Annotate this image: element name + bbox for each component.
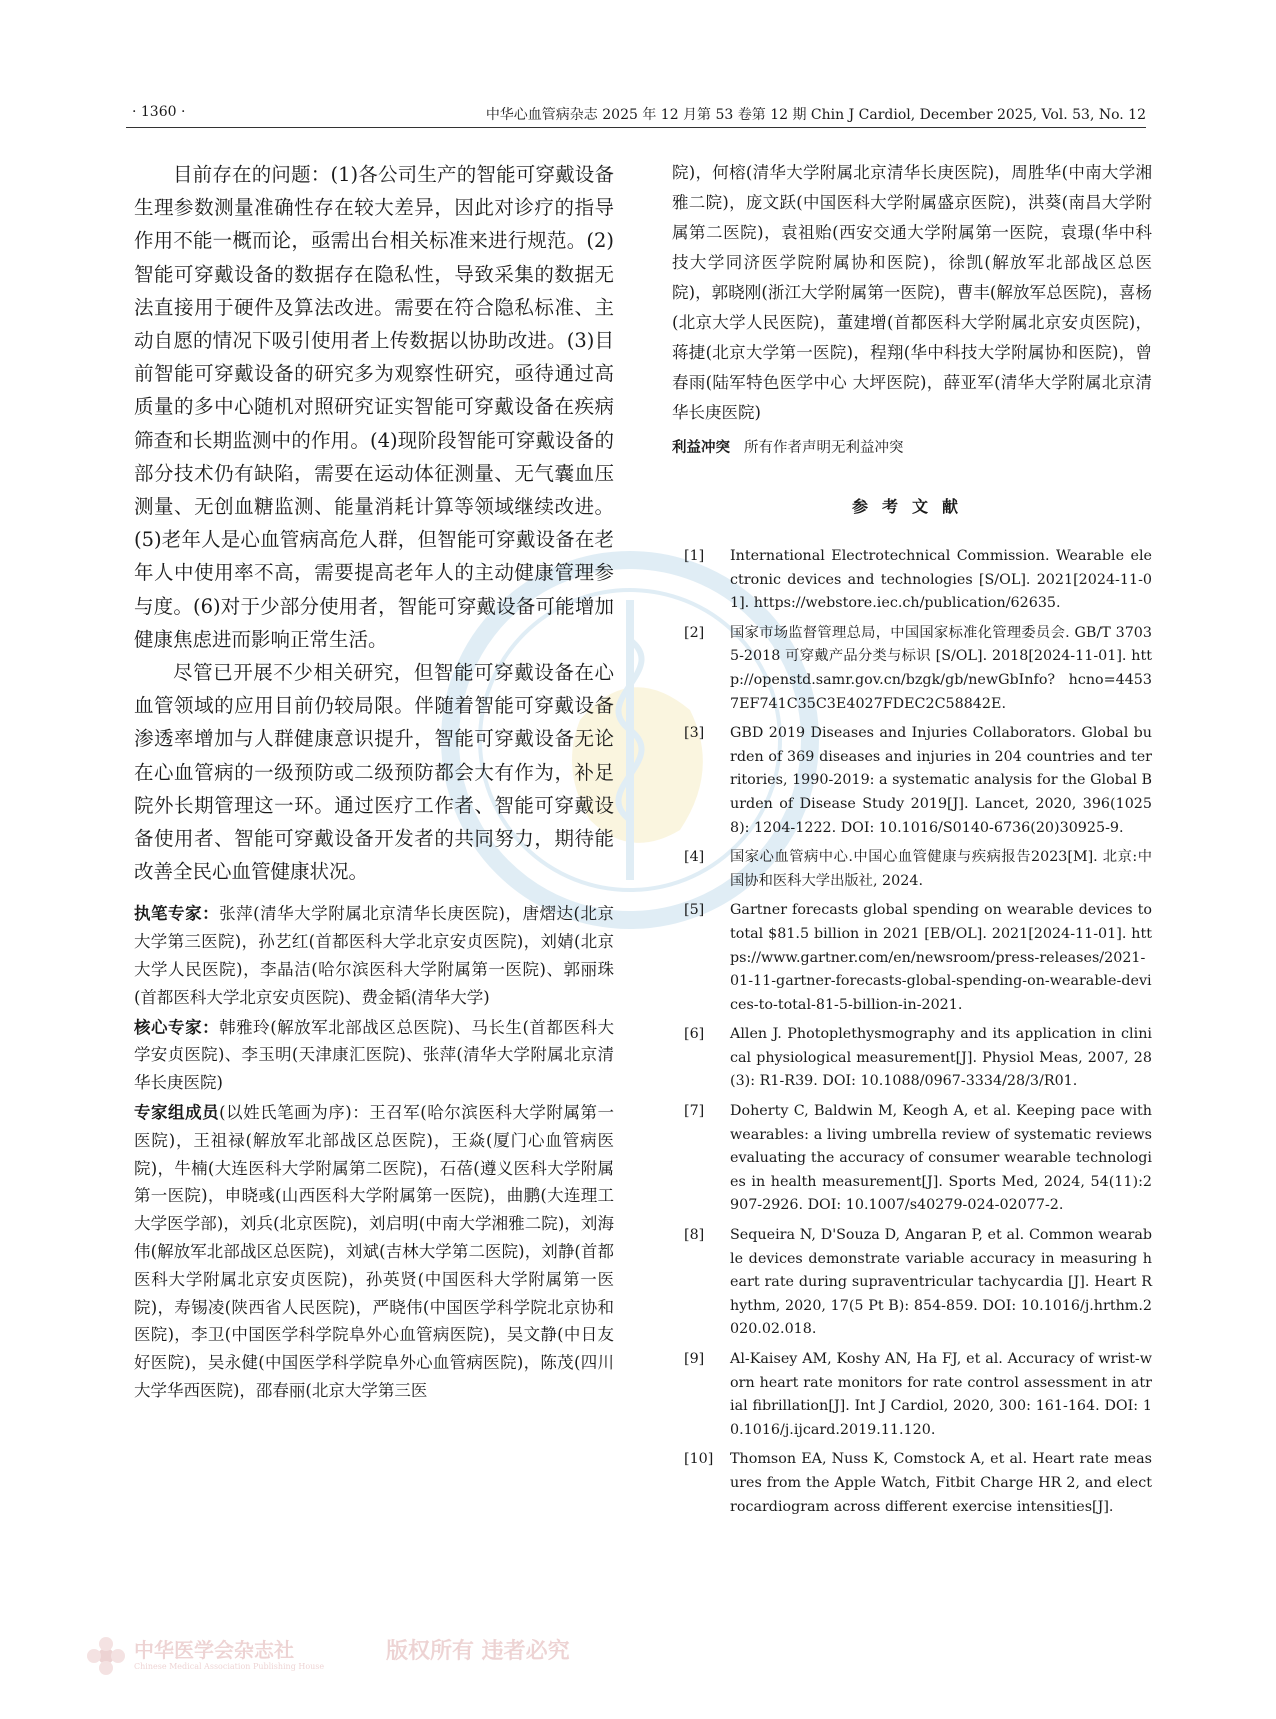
- flower-logo-icon: [86, 1636, 126, 1676]
- references-title: 参考文献: [851, 497, 972, 516]
- reference-item: [672, 622, 1152, 716]
- writing-experts-label: 执笔专家：: [134, 904, 220, 924]
- reference-item: [672, 899, 1152, 1017]
- publisher-name-cn: 中华医学会杂志社: [134, 1638, 294, 1662]
- coi-label: 利益冲突: [672, 440, 730, 456]
- copyright-notice: 版权所有 违者必究: [386, 1638, 570, 1664]
- reference-item: [672, 1448, 1152, 1519]
- reference-text: International Electrotechnical Commission. Wearable electronic devices and technologies [S/OL]. 2021[2024-11-01]. https://webstore.iec.ch/publication/62635.: [730, 548, 1152, 612]
- reference-text: Al-Kaisey AM, Koshy AN, Ha FJ, et al. Accuracy of wrist-worn heart rate monitors for rate control assessment in atrial fibrillation[J]. Int J Cardiol, 2020, 300: 161-164. DOI: 10.1016/j.ijcard.2019.11.120.: [730, 1351, 1152, 1438]
- reference-list: [672, 545, 1152, 1519]
- reference-text: GBD 2019 Diseases and Injuries Collaborators. Global burden of 369 diseases and injuries in 204 countries and territories, 1990-2019: a systematic analysis for the Global Burden of Disease Study 2019[J]. Lancet, 2020, 396(10258): 1204-1222. DOI: 10.1016/S0140-6736(20)30925-9.: [730, 725, 1152, 836]
- body-paragraph: 目前存在的问题：(1)各公司生产的智能可穿戴设备生理参数测量准确性存在较大差异，因此对诊疗的指导作用不能一概而论，亟需出台相关标准来进行规范。(2)智能可穿戴设备的数据存在隐私性，导致采集的数据无法直接用于硬件及算法改进。需要在符合隐私标准、主动自愿的情况下吸引使用者上传数据以协助改进。(3)目前智能可穿戴设备的研究多为观察性研究，亟待通过高质量的多中心随机对照研究证实智能可穿戴设备在疾病筛查和长期监测中的作用。(4)现阶段智能可穿戴设备的部分技术仍有缺陷，需要在运动体征测量、无气囊血压测量、无创血糖监测、能量消耗计算等领域继续改进。(5)老年人是心血管病高危人群，但智能可穿戴设备在老年人中使用率不高，需要提高老年人的主动健康管理参与度。(6)对于少部分使用者，智能可穿戴设备可能增加健康焦虑进而影响正常生活。: [134, 163, 614, 651]
- reference-number: [8]: [684, 1227, 705, 1244]
- reference-text: 国家心血管病中心.中国心血管健康与疾病报告2023[M]. 北京:中国协和医科大学出版社, 2024.: [730, 849, 1152, 889]
- reference-text: Allen J. Photoplethysmography and its application in clinical physiological measurement[J]. Physiol Meas, 2007, 28(3): R1-R39. DOI: 10.1088/0967-3334/28/3/R01.: [730, 1026, 1152, 1090]
- reference-number: [2]: [684, 624, 705, 641]
- reference-number: [3]: [684, 725, 705, 742]
- expert-credits: [134, 900, 614, 1404]
- reference-text: Thomson EA, Nuss K, Comstock A, et al. Heart rate measures from the Apple Watch, Fitbit Charge HR 2, and electrocardiogram across different exercise intensities[J].: [730, 1451, 1152, 1515]
- panel-members-continued: 院)，何榕(清华大学附属北京清华长庚医院)，周胜华(中南大学湘雅二院)，庞文跃(中国医科大学附属盛京医院)，洪葵(南昌大学附属第二医院)，袁祖贻(西安交通大学附属第一医院，袁璟(华中科技大学同济医学院附属协和医院)，徐凯(解放军北部战区总医院)，郭晓刚(浙江大学附属第一医院)，曹丰(解放军总医院)，喜杨(北京大学人民医院)，董建增(首都医科大学附属北京安贞医院)，蒋捷(北京大学第一医院)，程翔(华中科技大学附属协和医院)，曾春雨(陆军特色医学中心 大坪医院)，薛亚军(清华大学附属北京清华长庚医院): [672, 163, 1152, 422]
- reference-item: [672, 545, 1152, 616]
- writing-experts: [134, 900, 614, 1011]
- conflict-of-interest: [672, 436, 1152, 460]
- reference-item: [672, 1100, 1152, 1218]
- page-header: [126, 96, 1146, 136]
- publisher-name-en: Chinese Medical Association Publishing House: [134, 1662, 325, 1671]
- journal-citation: 中华心血管病杂志 2025 年 12 月第 53 卷第 12 期 Chin J Cardiol, December 2025, Vol. 53, No. 12: [485, 107, 1146, 123]
- panel-members: [134, 1099, 614, 1405]
- reference-number: [6]: [684, 1026, 705, 1043]
- page-number: · 1360 ·: [132, 104, 186, 120]
- reference-text: Doherty C, Baldwin M, Keogh A, et al. Keeping pace with wearables: a living umbrella review of systematic reviews evaluating the accuracy of consumer wearable technologies in health measurement[J]. Sports Med, 2024, 54(11):2907-2926. DOI: 10.1007/s40279-024-02077-2.: [730, 1103, 1152, 1214]
- reference-number: [4]: [684, 849, 705, 866]
- reference-item: [672, 722, 1152, 840]
- reference-item: [672, 1224, 1152, 1342]
- reference-number: [10]: [684, 1451, 714, 1468]
- publisher-watermark: [86, 1632, 606, 1682]
- reference-number: [7]: [684, 1103, 705, 1120]
- core-experts: [134, 1014, 614, 1097]
- core-experts-label: 核心专家：: [134, 1017, 220, 1037]
- body-paragraph: 尽管已开展不少相关研究，但智能可穿戴设备在心血管领域的应用目前仍较局限。伴随着智能可穿戴设备渗透率增加与人群健康意识提升，智能可穿戴设备无论在心血管病的一级预防或二级预防都会大有作为，补足院外长期管理这一环。通过医疗工作者、智能可穿戴设备使用者、智能可穿戴设备开发者的共同努力，期待能改善全民心血管健康状况。: [134, 661, 614, 884]
- reference-text: Gartner forecasts global spending on wearable devices to total $81.5 billion in 2021 [EB/OL]. 2021[2024-11-01]. https://www.gartner.com/en/newsroom/press-releases/2021-01-11-gartner-forecasts-global-spending-on-wearable-devices-to-total-81-5-billion-in-2021.: [730, 902, 1152, 1013]
- panel-members-label: 专家组成员: [134, 1103, 220, 1123]
- right-column: [672, 158, 1152, 1525]
- left-column: [134, 158, 614, 1407]
- reference-item: [672, 1348, 1152, 1442]
- reference-text: Sequeira N, D'Souza D, Angaran P, et al. Common wearable devices demonstrate variable accuracy in measuring heart rate during supraventricular tachycardia [J]. Heart Rhythm, 2020, 17(5 Pt B): 854-859. DOI: 10.1016/j.hrthm.2020.02.018.: [730, 1227, 1152, 1338]
- coi-text: 所有作者声明无利益冲突: [744, 440, 904, 456]
- reference-number: [5]: [684, 902, 705, 919]
- panel-members-text: (以姓氏笔画为序)：王召军(哈尔滨医科大学附属第一医院)，王祖禄(解放军北部战区总医院)，王焱(厦门心血管病医院)，牛楠(大连医科大学附属第二医院)，石蓓(遵义医科大学附属第一医院)，申晓彧(山西医科大学附属第一医院)，曲鹏(大连理工大学医学部)，刘兵(北京医院)，刘启明(中南大学湘雅二院)，刘海伟(解放军北部战区总医院)，刘斌(吉林大学第二医院)，刘静(首都医科大学附属北京安贞医院)，孙英贤(中国医科大学附属第一医院)，寿锡凌(陕西省人民医院)，严晓伟(中国医学科学院北京协和医院)，李卫(中国医学科学院阜外心血管病医院)，吴文静(中日友好医院)，吴永健(中国医学科学院阜外心血管病医院)，陈茂(四川大学华西医院)，邵春丽(北京大学第三医: [134, 1103, 615, 1401]
- reference-item: [672, 846, 1152, 893]
- reference-item: [672, 1023, 1152, 1094]
- writing-experts-text: 张萍(清华大学附属北京清华长庚医院)，唐熠达(北京大学第三医院)，孙艺红(首都医科大学北京安贞医院)，刘婧(北京大学人民医院)，李晶洁(哈尔滨医科大学附属第一医院)、郭丽珠(首都医科大学北京安贞医院)、费金韬(清华大学): [134, 904, 615, 1007]
- reference-number: [9]: [684, 1351, 705, 1367]
- reference-number: [1]: [684, 548, 705, 564]
- reference-text: 国家市场监督管理总局，中国国家标准化管理委员会. GB/T 37035-2018 可穿戴产品分类与标识 [S/OL]. 2018[2024-11-01]. http://openstd.samr.gov.cn/bzgk/gb/newGbInfo? hcno=44537EF741C35C3E4027FDEC2C58842E.: [730, 624, 1152, 712]
- core-experts-text: 韩雅玲(解放军北部战区总医院)、马长生(首都医科大学安贞医院)、李玉明(天津康汇医院)、张萍(清华大学附属北京清华长庚医院): [134, 1017, 615, 1093]
- header-rule: [126, 127, 1146, 128]
